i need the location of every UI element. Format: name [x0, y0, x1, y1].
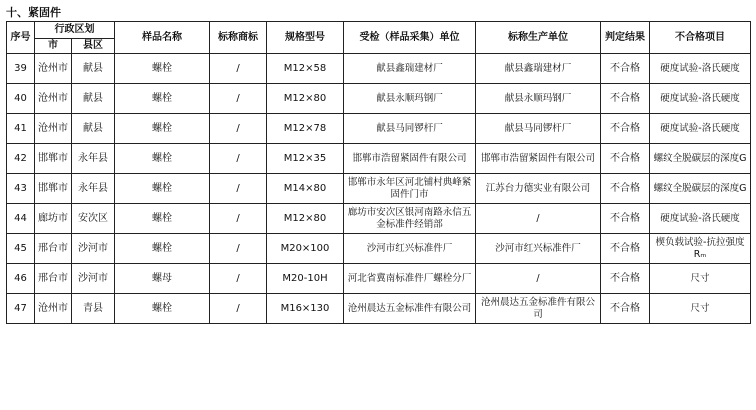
cell-trademark: /	[210, 264, 267, 294]
cell-county: 永年县	[72, 144, 115, 174]
cell-name: 螺栓	[115, 114, 210, 144]
cell-county: 沙河市	[72, 264, 115, 294]
header-city: 市	[35, 39, 72, 54]
cell-city: 邢台市	[35, 264, 72, 294]
cell-name: 螺栓	[115, 294, 210, 324]
cell-maker: 沧州晨达五金标准件有限公司	[476, 294, 601, 324]
cell-maker: 献县永顺玛钢厂	[476, 84, 601, 114]
cell-trademark: /	[210, 294, 267, 324]
cell-result: 不合格	[601, 114, 650, 144]
cell-spec: M16×130	[267, 294, 344, 324]
cell-result: 不合格	[601, 264, 650, 294]
cell-county: 献县	[72, 84, 115, 114]
cell-city: 沧州市	[35, 114, 72, 144]
cell-name: 螺母	[115, 264, 210, 294]
table-row	[7, 144, 751, 174]
cell-unit: 沙河市红兴标准件厂	[344, 234, 476, 264]
cell-unit: 献县马同锣杆厂	[344, 114, 476, 144]
table-row	[7, 234, 751, 264]
cell-items: 硬度试验-洛氏硬度	[650, 204, 751, 234]
cell-city: 邯郸市	[35, 144, 72, 174]
cell-items: 硬度试验-洛氏硬度	[650, 54, 751, 84]
cell-items: 楔负载试验-抗拉强度Rₘ	[650, 234, 751, 264]
cell-unit: 邯郸市浩留紧固件有限公司	[344, 144, 476, 174]
cell-trademark: /	[210, 144, 267, 174]
cell-county: 沙河市	[72, 234, 115, 264]
table-row	[7, 54, 751, 84]
cell-seq: 43	[7, 174, 35, 204]
cell-name: 螺栓	[115, 234, 210, 264]
cell-items: 尺寸	[650, 294, 751, 324]
cell-county: 献县	[72, 114, 115, 144]
cell-spec: M20-10H	[267, 264, 344, 294]
cell-trademark: /	[210, 234, 267, 264]
cell-spec: M12×78	[267, 114, 344, 144]
header-result: 判定结果	[601, 22, 650, 54]
cell-county: 青县	[72, 294, 115, 324]
header-seq: 序号	[7, 22, 35, 54]
table-row	[7, 84, 751, 114]
cell-maker: /	[476, 264, 601, 294]
cell-name: 螺栓	[115, 144, 210, 174]
cell-maker: 沙河市红兴标准件厂	[476, 234, 601, 264]
cell-city: 沧州市	[35, 54, 72, 84]
cell-maker: 邯郸市浩留紧固件有限公司	[476, 144, 601, 174]
table-row	[7, 174, 751, 204]
cell-seq: 46	[7, 264, 35, 294]
cell-unit: 邯郸市永年区河北铺村典峰紧固件门市	[344, 174, 476, 204]
cell-maker: /	[476, 204, 601, 234]
cell-spec: M20×100	[267, 234, 344, 264]
cell-name: 螺栓	[115, 204, 210, 234]
cell-trademark: /	[210, 204, 267, 234]
cell-seq: 45	[7, 234, 35, 264]
cell-result: 不合格	[601, 144, 650, 174]
header-failed-items: 不合格项目	[650, 22, 751, 54]
header-inspected-unit: 受检（样品采集）单位	[344, 22, 476, 54]
cell-result: 不合格	[601, 294, 650, 324]
cell-unit: 河北省冀南标准件厂螺栓分厂	[344, 264, 476, 294]
cell-name: 螺栓	[115, 174, 210, 204]
cell-city: 邯郸市	[35, 174, 72, 204]
cell-seq: 42	[7, 144, 35, 174]
cell-city: 沧州市	[35, 294, 72, 324]
cell-items: 螺纹全脱碳层的深度G	[650, 174, 751, 204]
cell-items: 尺寸	[650, 264, 751, 294]
cell-unit: 献县鑫瑞建材厂	[344, 54, 476, 84]
cell-result: 不合格	[601, 174, 650, 204]
cell-county: 献县	[72, 54, 115, 84]
cell-spec: M14×80	[267, 174, 344, 204]
cell-trademark: /	[210, 54, 267, 84]
cell-unit: 献县永顺玛钢厂	[344, 84, 476, 114]
table-row	[7, 294, 751, 324]
header-spec: 规格型号	[267, 22, 344, 54]
cell-maker: 献县马同锣杆厂	[476, 114, 601, 144]
cell-name: 螺栓	[115, 54, 210, 84]
cell-spec: M12×80	[267, 84, 344, 114]
header-sample-name: 样品名称	[115, 22, 210, 54]
table-row	[7, 264, 751, 294]
header-region: 行政区划	[35, 22, 115, 39]
cell-result: 不合格	[601, 234, 650, 264]
cell-city: 邢台市	[35, 234, 72, 264]
cell-items: 硬度试验-洛氏硬度	[650, 84, 751, 114]
cell-spec: M12×58	[267, 54, 344, 84]
cell-name: 螺栓	[115, 84, 210, 114]
cell-trademark: /	[210, 114, 267, 144]
header-manufacturer: 标称生产单位	[476, 22, 601, 54]
cell-seq: 47	[7, 294, 35, 324]
cell-city: 沧州市	[35, 84, 72, 114]
header-trademark: 标称商标	[210, 22, 267, 54]
cell-result: 不合格	[601, 84, 650, 114]
cell-unit: 沧州晨达五金标准件有限公司	[344, 294, 476, 324]
cell-result: 不合格	[601, 204, 650, 234]
cell-maker: 献县鑫瑞建材厂	[476, 54, 601, 84]
cell-items: 硬度试验-洛氏硬度	[650, 114, 751, 144]
cell-city: 廊坊市	[35, 204, 72, 234]
header-county: 县区	[72, 39, 115, 54]
cell-seq: 41	[7, 114, 35, 144]
cell-county: 安次区	[72, 204, 115, 234]
cell-trademark: /	[210, 174, 267, 204]
cell-county: 永年县	[72, 174, 115, 204]
cell-items: 螺纹全脱碳层的深度G	[650, 144, 751, 174]
table-row	[7, 114, 751, 144]
cell-spec: M12×35	[267, 144, 344, 174]
cell-seq: 40	[7, 84, 35, 114]
cell-unit: 廊坊市安次区银河南路永信五金标准件经销部	[344, 204, 476, 234]
table-row	[7, 204, 751, 234]
cell-spec: M12×80	[267, 204, 344, 234]
cell-trademark: /	[210, 84, 267, 114]
cell-maker: 江苏台力德实业有限公司	[476, 174, 601, 204]
section-title: 十、紧固件	[6, 6, 61, 19]
cell-seq: 39	[7, 54, 35, 84]
cell-result: 不合格	[601, 54, 650, 84]
cell-seq: 44	[7, 204, 35, 234]
results-table	[6, 21, 751, 324]
